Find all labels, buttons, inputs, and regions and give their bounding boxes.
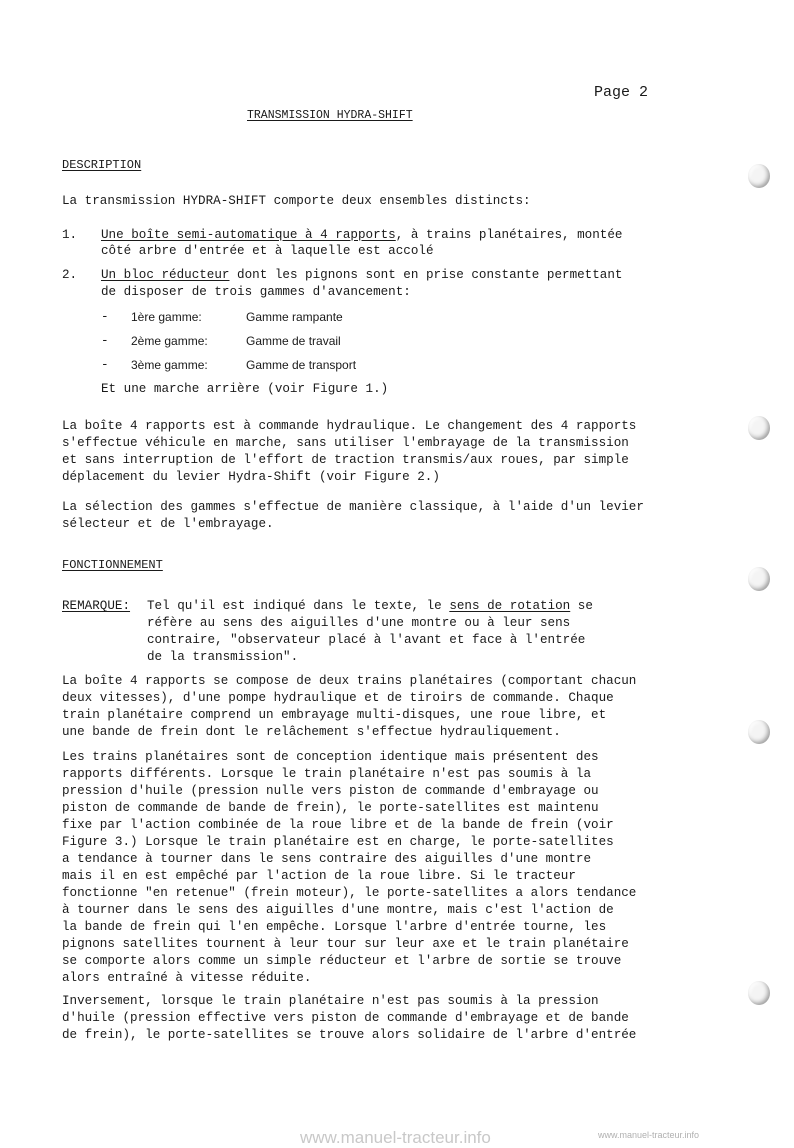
paragraph-line: La boîte 4 rapports est à commande hydraulique. Le changement des 4 rapports <box>62 419 637 433</box>
punch-hole-icon <box>748 416 770 440</box>
paragraph-line: d'huile (pression effective vers piston de commande d'embrayage et de bande <box>62 1011 629 1025</box>
punch-hole-icon <box>748 720 770 744</box>
item1-rest: , à trains planétaires, montée <box>395 228 623 242</box>
remarque-label: REMARQUE: <box>62 599 131 613</box>
gamme-dash: - <box>101 310 109 324</box>
paragraph-line: alors entraîné à vitesse réduite. <box>62 971 312 985</box>
paragraph-line: la bande de frein qui l'en empêche. Lorsque l'arbre d'entrée tourne, les <box>62 920 607 934</box>
document-title: TRANSMISSION HYDRA-SHIFT <box>247 109 413 122</box>
item1-underlined: Une boîte semi-automatique à 4 rapports <box>101 228 396 242</box>
intro-text: La transmission HYDRA-SHIFT comporte deux ensembles distincts: <box>62 194 531 208</box>
gamme-label: 3ème gamme: <box>131 358 208 372</box>
gamme-dash: - <box>101 358 109 372</box>
punch-hole-icon <box>748 567 770 591</box>
gamme-value: Gamme de transport <box>246 358 357 372</box>
paragraph-line: La boîte 4 rapports se compose de deux trains planétaires (comportant chacun <box>62 674 637 688</box>
paragraph-line: Figure 3.) Lorsque le train planétaire est en charge, le porte-satellites <box>62 835 614 849</box>
punch-hole-icon <box>748 981 770 1005</box>
paragraph-line: piston de commande de bande de frein), le porte-satellites est maintenu <box>62 801 599 815</box>
gamme-dash: - <box>101 334 109 348</box>
item2-line1 <box>101 268 622 282</box>
paragraph-line: fixe par l'action combinée de la roue libre et de la bande de frein (voir <box>62 818 614 832</box>
page-number: Page 2 <box>594 84 649 101</box>
paragraph-line: déplacement du levier Hydra-Shift (voir Figure 2.) <box>62 470 440 484</box>
paragraph-line: se comporte alors comme un simple réducteur et l'arbre de sortie se trouve <box>62 954 622 968</box>
remarque-line: de la transmission". <box>147 650 299 664</box>
footer-watermark-small: www.manuel-tracteur.info <box>598 1130 700 1140</box>
paragraph-line: Les trains planétaires sont de conception identique mais présentent des <box>62 750 599 764</box>
item1-line2: côté arbre d'entrée et à laquelle est accolé <box>101 244 434 258</box>
paragraph-line: La sélection des gammes s'effectue de manière classique, à l'aide d'un levier <box>62 500 644 514</box>
paragraph-line: deux vitesses), d'une pompe hydraulique et de tiroirs de commande. Chaque <box>62 691 614 705</box>
paragraph-line: pignons satellites tournent à leur tour sur leur axe et le train planétaire <box>62 937 629 951</box>
remarque-line: contraire, "observateur placé à l'avant et face à l'entrée <box>147 633 586 647</box>
paragraph-line: fonctionne "en retenue" (frein moteur), le porte-satellites a alors tendance <box>62 886 637 900</box>
item2-underlined: Un bloc réducteur <box>101 268 230 282</box>
remarque-text: Tel qu'il est indiqué dans le texte, le <box>147 599 450 613</box>
paragraph-line: a tendance à tourner dans le sens contraire des aiguilles d'une montre <box>62 852 592 866</box>
remarque-text: se <box>570 599 593 613</box>
item2-number: 2. <box>62 268 78 282</box>
footer-watermark: www.manuel-tracteur.info <box>300 1128 491 1147</box>
paragraph-line: Inversement, lorsque le train planétaire n'est pas soumis à la pression <box>62 994 599 1008</box>
gamme-value: Gamme rampante <box>246 310 343 324</box>
paragraph-line: une bande de frein dont le relâchement s'effectue hydrauliquement. <box>62 725 561 739</box>
description-heading: DESCRIPTION <box>62 158 142 172</box>
paragraph-line: sélecteur et de l'embrayage. <box>62 517 274 531</box>
gamme-label: 1ère gamme: <box>131 310 202 324</box>
paragraph-line: à tourner dans le sens des aiguilles d'une montre, mais c'est l'action de <box>62 903 614 917</box>
remarque-line: réfère au sens des aiguilles d'une montre ou à leur sens <box>147 616 571 630</box>
paragraph-line: et sans interruption de l'effort de traction transmis/aux roues, par simple <box>62 453 629 467</box>
remarque-underlined: sens de rotation <box>449 599 571 613</box>
item1-number: 1. <box>62 228 78 242</box>
paragraph-line: train planétaire comprend un embrayage multi-disques, une roue libre, et <box>62 708 607 722</box>
gamme-label: 2ème gamme: <box>131 334 208 348</box>
paragraph-line: s'effectue véhicule en marche, sans utiliser l'embrayage de la transmission <box>62 436 629 450</box>
remarque-line1 <box>147 599 593 613</box>
gamme-value: Gamme de travail <box>246 334 341 348</box>
item1-line1 <box>101 228 622 242</box>
item2-rest: dont les pignons sont en prise constante permettant <box>229 268 623 282</box>
item2-line2: de disposer de trois gammes d'avancement: <box>101 285 411 299</box>
paragraph-line: de frein), le porte-satellites se trouve alors solidaire de l'arbre d'entrée <box>62 1028 637 1042</box>
paragraph-line: pression d'huile (pression nulle vers piston de commande d'embrayage ou <box>62 784 599 798</box>
reverse-line: Et une marche arrière (voir Figure 1.) <box>101 382 389 396</box>
fonctionnement-heading: FONCTIONNEMENT <box>62 558 163 572</box>
paragraph-line: mais il en est empêché par l'action de la roue libre. Si le tracteur <box>62 869 576 883</box>
punch-hole-icon <box>748 164 770 188</box>
paragraph-line: rapports différents. Lorsque le train planétaire n'est pas soumis à la <box>62 767 592 781</box>
